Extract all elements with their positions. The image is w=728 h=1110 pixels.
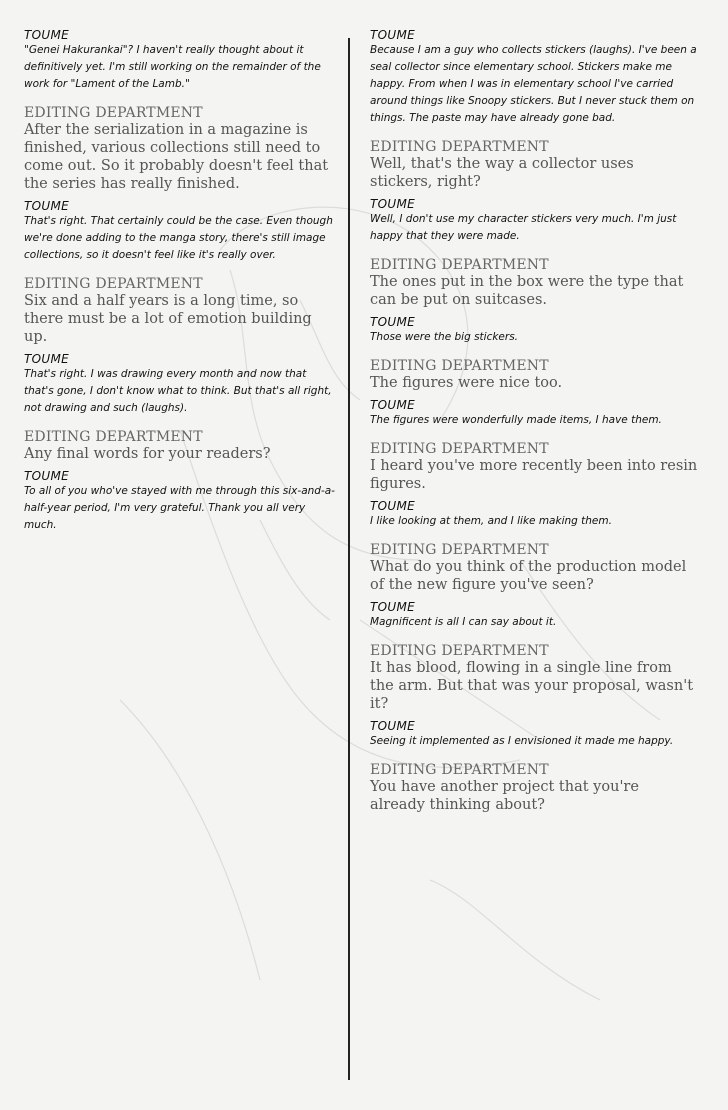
dialogue-block — [370, 398, 698, 429]
dialogue-block — [370, 762, 698, 814]
speaker-label: EDITING DEPARTMENT — [370, 257, 549, 273]
dialogue-text: Well, I don't use my character stickers very much. I'm just happy that they were made. — [370, 213, 677, 242]
right-column — [370, 22, 698, 814]
dialogue-block — [24, 28, 336, 93]
dialogue-block — [370, 719, 698, 750]
dialogue-block — [370, 257, 698, 309]
dialogue-text: What do you think of the production model of the new figure you've seen? — [370, 559, 687, 593]
dialogue-text: To all of you who've stayed with me through this six-and-a-half-year period, I'm very grateful. Thank you all very much. — [24, 485, 335, 531]
dialogue-block — [24, 105, 336, 193]
speaker-label: EDITING DEPARTMENT — [370, 762, 549, 778]
dialogue-block — [370, 139, 698, 191]
speaker-label: TOUME — [24, 352, 69, 366]
speaker-label: EDITING DEPARTMENT — [370, 643, 549, 659]
dialogue-text: Well, that's the way a collector uses stickers, right? — [370, 156, 634, 190]
speaker-label: TOUME — [24, 199, 69, 213]
dialogue-text: I like looking at them, and I like making them. — [370, 515, 612, 527]
speaker-label: EDITING DEPARTMENT — [24, 429, 203, 445]
speaker-label: EDITING DEPARTMENT — [370, 358, 549, 374]
dialogue-block — [24, 199, 336, 264]
dialogue-text: "Genei Hakurankai"? I haven't really thought about it definitively yet. I'm still working on the remainder of the work for "Lament of the Lamb." — [24, 44, 321, 90]
speaker-label: EDITING DEPARTMENT — [24, 105, 203, 121]
dialogue-block — [370, 600, 698, 631]
dialogue-text: It has blood, flowing in a single line from the arm. But that was your proposal, wasn't it? — [370, 660, 694, 712]
dialogue-text: The ones put in the box were the type that can be put on suitcases. — [370, 274, 684, 308]
dialogue-block — [24, 429, 336, 463]
dialogue-block — [370, 28, 698, 127]
dialogue-block — [370, 358, 698, 392]
speaker-label: TOUME — [24, 28, 69, 42]
dialogue-block — [24, 352, 336, 417]
dialogue-text: Any final words for your readers? — [24, 446, 271, 462]
speaker-label: TOUME — [370, 315, 415, 329]
dialogue-text: After the serialization in a magazine is finished, various collections still need to come out. So it probably doesn't feel that the series has really finished. — [24, 122, 329, 192]
dialogue-text: That's right. I was drawing every month and now that that's gone, I don't know what to think. But that's all right, not drawing and such (laughs). — [24, 368, 332, 414]
dialogue-block — [24, 469, 336, 534]
speaker-label: TOUME — [370, 197, 415, 211]
dialogue-text: The figures were wonderfully made items, I have them. — [370, 414, 662, 426]
dialogue-block — [370, 197, 698, 245]
speaker-label: EDITING DEPARTMENT — [370, 139, 549, 155]
left-column — [24, 22, 336, 534]
speaker-label: EDITING DEPARTMENT — [370, 542, 549, 558]
dialogue-block — [370, 542, 698, 594]
dialogue-text: That's right. That certainly could be the case. Even though we're done adding to the manga story, there's still image collections, so it doesn't feel like it's really over. — [24, 215, 333, 261]
speaker-label: EDITING DEPARTMENT — [370, 441, 549, 457]
dialogue-block — [370, 499, 698, 530]
column-divider — [348, 38, 350, 1080]
dialogue-text: Those were the big stickers. — [370, 331, 519, 343]
dialogue-text: Six and a half years is a long time, so there must be a lot of emotion building up. — [24, 293, 312, 345]
dialogue-block — [370, 643, 698, 713]
speaker-label: EDITING DEPARTMENT — [24, 276, 203, 292]
dialogue-block — [370, 315, 698, 346]
dialogue-text: Magnificent is all I can say about it. — [370, 616, 557, 628]
speaker-label: TOUME — [370, 499, 415, 513]
speaker-label: TOUME — [370, 28, 415, 42]
speaker-label: TOUME — [370, 719, 415, 733]
dialogue-block — [24, 276, 336, 346]
dialogue-text: Seeing it implemented as I envisioned it made me happy. — [370, 735, 674, 747]
dialogue-text: The figures were nice too. — [370, 375, 563, 391]
dialogue-text: Because I am a guy who collects stickers (laughs). I've been a seal collector since elementary school. Stickers make me happy. From when I was in elementary school I've carried around things like Snoopy stickers. But I never stuck them on things. The paste may have already gone bad. — [370, 44, 697, 124]
speaker-label: TOUME — [24, 469, 69, 483]
dialogue-block — [370, 441, 698, 493]
dialogue-text: I heard you've more recently been into resin figures. — [370, 458, 698, 492]
speaker-label: TOUME — [370, 398, 415, 412]
speaker-label: TOUME — [370, 600, 415, 614]
dialogue-text: You have another project that you're already thinking about? — [370, 779, 639, 813]
